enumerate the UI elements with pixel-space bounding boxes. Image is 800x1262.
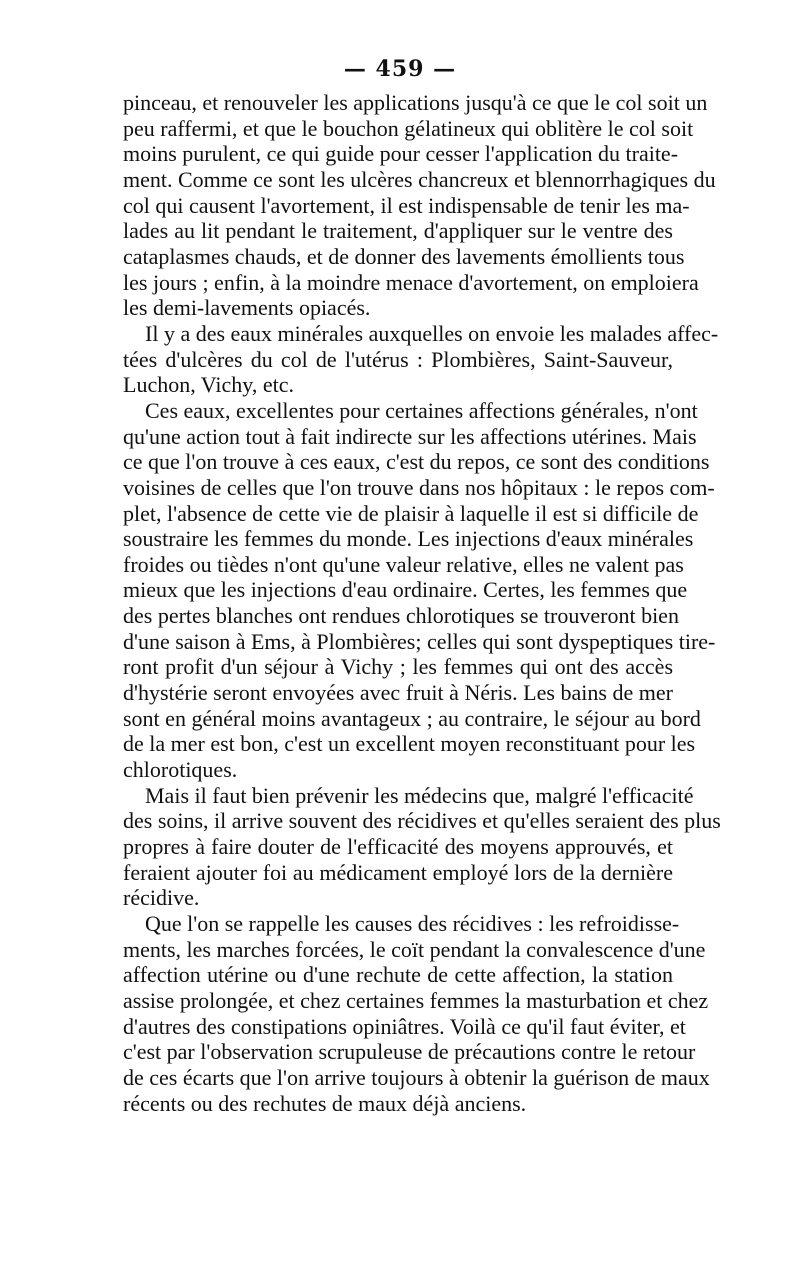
text-line: qu'une action tout à fait indirecte sur les affections utérines. Mais [123,423,697,449]
text-line: des pertes blanches ont rendues chlorotiques se trouveront bien [123,603,679,629]
text-line: sont en général moins avantageux ; au contraire, le séjour au bord [123,705,701,731]
text-line: d'autres des constipations opiniâtres. Voilà ce qu'il faut éviter, et [123,1013,686,1039]
text-line: propres à faire douter de l'efficacité des moyens approuvés, et [123,834,673,860]
text-line: récidive. [123,885,200,911]
text-line: lades au lit pendant le traitement, d'appliquer sur le ventre des [123,218,673,244]
text-line: d'une saison à Ems, à Plombières; celles qui sont dyspeptiques tire- [123,628,716,654]
text-line: moins purulent, ce qui guide pour cesser l'application du traite- [123,141,679,167]
text-line: pinceau, et renouveler les applications jusqu'à ce que le col soit un [123,90,708,115]
text-line: d'hystérie seront envoyées avec fruit à Néris. Les bains de mer [123,680,673,706]
text-line: feraient ajouter foi au médicament employé lors de la dernière [123,859,673,885]
text-line: plet, l'absence de cette vie de plaisir à laquelle il est si difficile de [123,500,699,526]
text-line: mieux que les injections d'eau ordinaire. Certes, les femmes que [123,577,688,603]
text-line: col qui causent l'avortement, il est indispensable de tenir les ma- [123,192,690,218]
paragraph-4 [123,782,721,911]
paragraph-1 [123,90,716,321]
text-line: ments, les marches forcées, le coït pendant la convalescence d'une [123,936,706,962]
text-line: récents ou des rechutes de maux déjà anciens. [123,1090,527,1116]
text-line: de la mer est bon, c'est un excellent moyen reconstituant pour les [123,731,696,757]
text-line: voisines de celles que l'on trouve dans nos hôpitaux : le repos com- [123,474,715,500]
text-line: chlorotiques. [123,757,238,783]
text-line: c'est par l'observation scrupuleuse de précautions contre le retour [123,1039,696,1065]
paragraph-5 [123,911,710,1116]
body-text [123,90,721,1116]
text-line: les demi-lavements opiacés. [123,295,371,321]
text-line: peu raffermi, et que le bouchon gélatineux qui oblitère le col soit [123,115,694,141]
text-line: des soins, il arrive souvent des récidives et qu'elles seraient des plus [123,808,721,834]
text-line: affection utérine ou d'une rechute de cette affection, la station [123,962,673,988]
text-line: ce que l'on trouve à ces eaux, c'est du repos, ce sont des conditions [123,449,710,475]
text-line: tées d'ulcères du col de l'utérus : Plombières, Saint-Sauveur, [123,346,673,372]
paragraph-3 [123,397,716,783]
text-line: cataplasmes chauds, et de donner des lavements émollients tous [123,243,685,269]
text-line: soustraire les femmes du monde. Les injections d'eaux minérales [123,526,694,552]
text-line: Il y a des eaux minérales auxquelles on envoie les malades affec- [145,320,719,346]
paragraph-2 [123,320,719,398]
page-number: — 459 — [343,56,457,82]
text-line: Luchon, Vichy, etc. [123,372,294,398]
text-line: assise prolongée, et chez certaines femmes la masturbation et chez [123,987,709,1013]
text-line: Mais il faut bien prévenir les médecins que, malgré l'efficacité [145,782,694,808]
text-line: ront profit d'un séjour à Vichy ; les femmes qui ont des accès [123,654,673,680]
text-line: de ces écarts que l'on arrive toujours à obtenir la guérison de maux [123,1064,710,1090]
text-line: froides ou tièdes n'ont qu'une valeur relative, elles ne valent pas [123,551,684,577]
text-line: ment. Comme ce sont les ulcères chancreux et blennorrhagiques du [123,166,716,192]
text-line: Que l'on se rappelle les causes des récidives : les refroidisse- [145,911,680,936]
text-line: Ces eaux, excellentes pour certaines affections générales, n'ont [145,397,698,423]
text-line: les jours ; enfin, à la moindre menace d'avortement, on emploiera [123,269,699,295]
